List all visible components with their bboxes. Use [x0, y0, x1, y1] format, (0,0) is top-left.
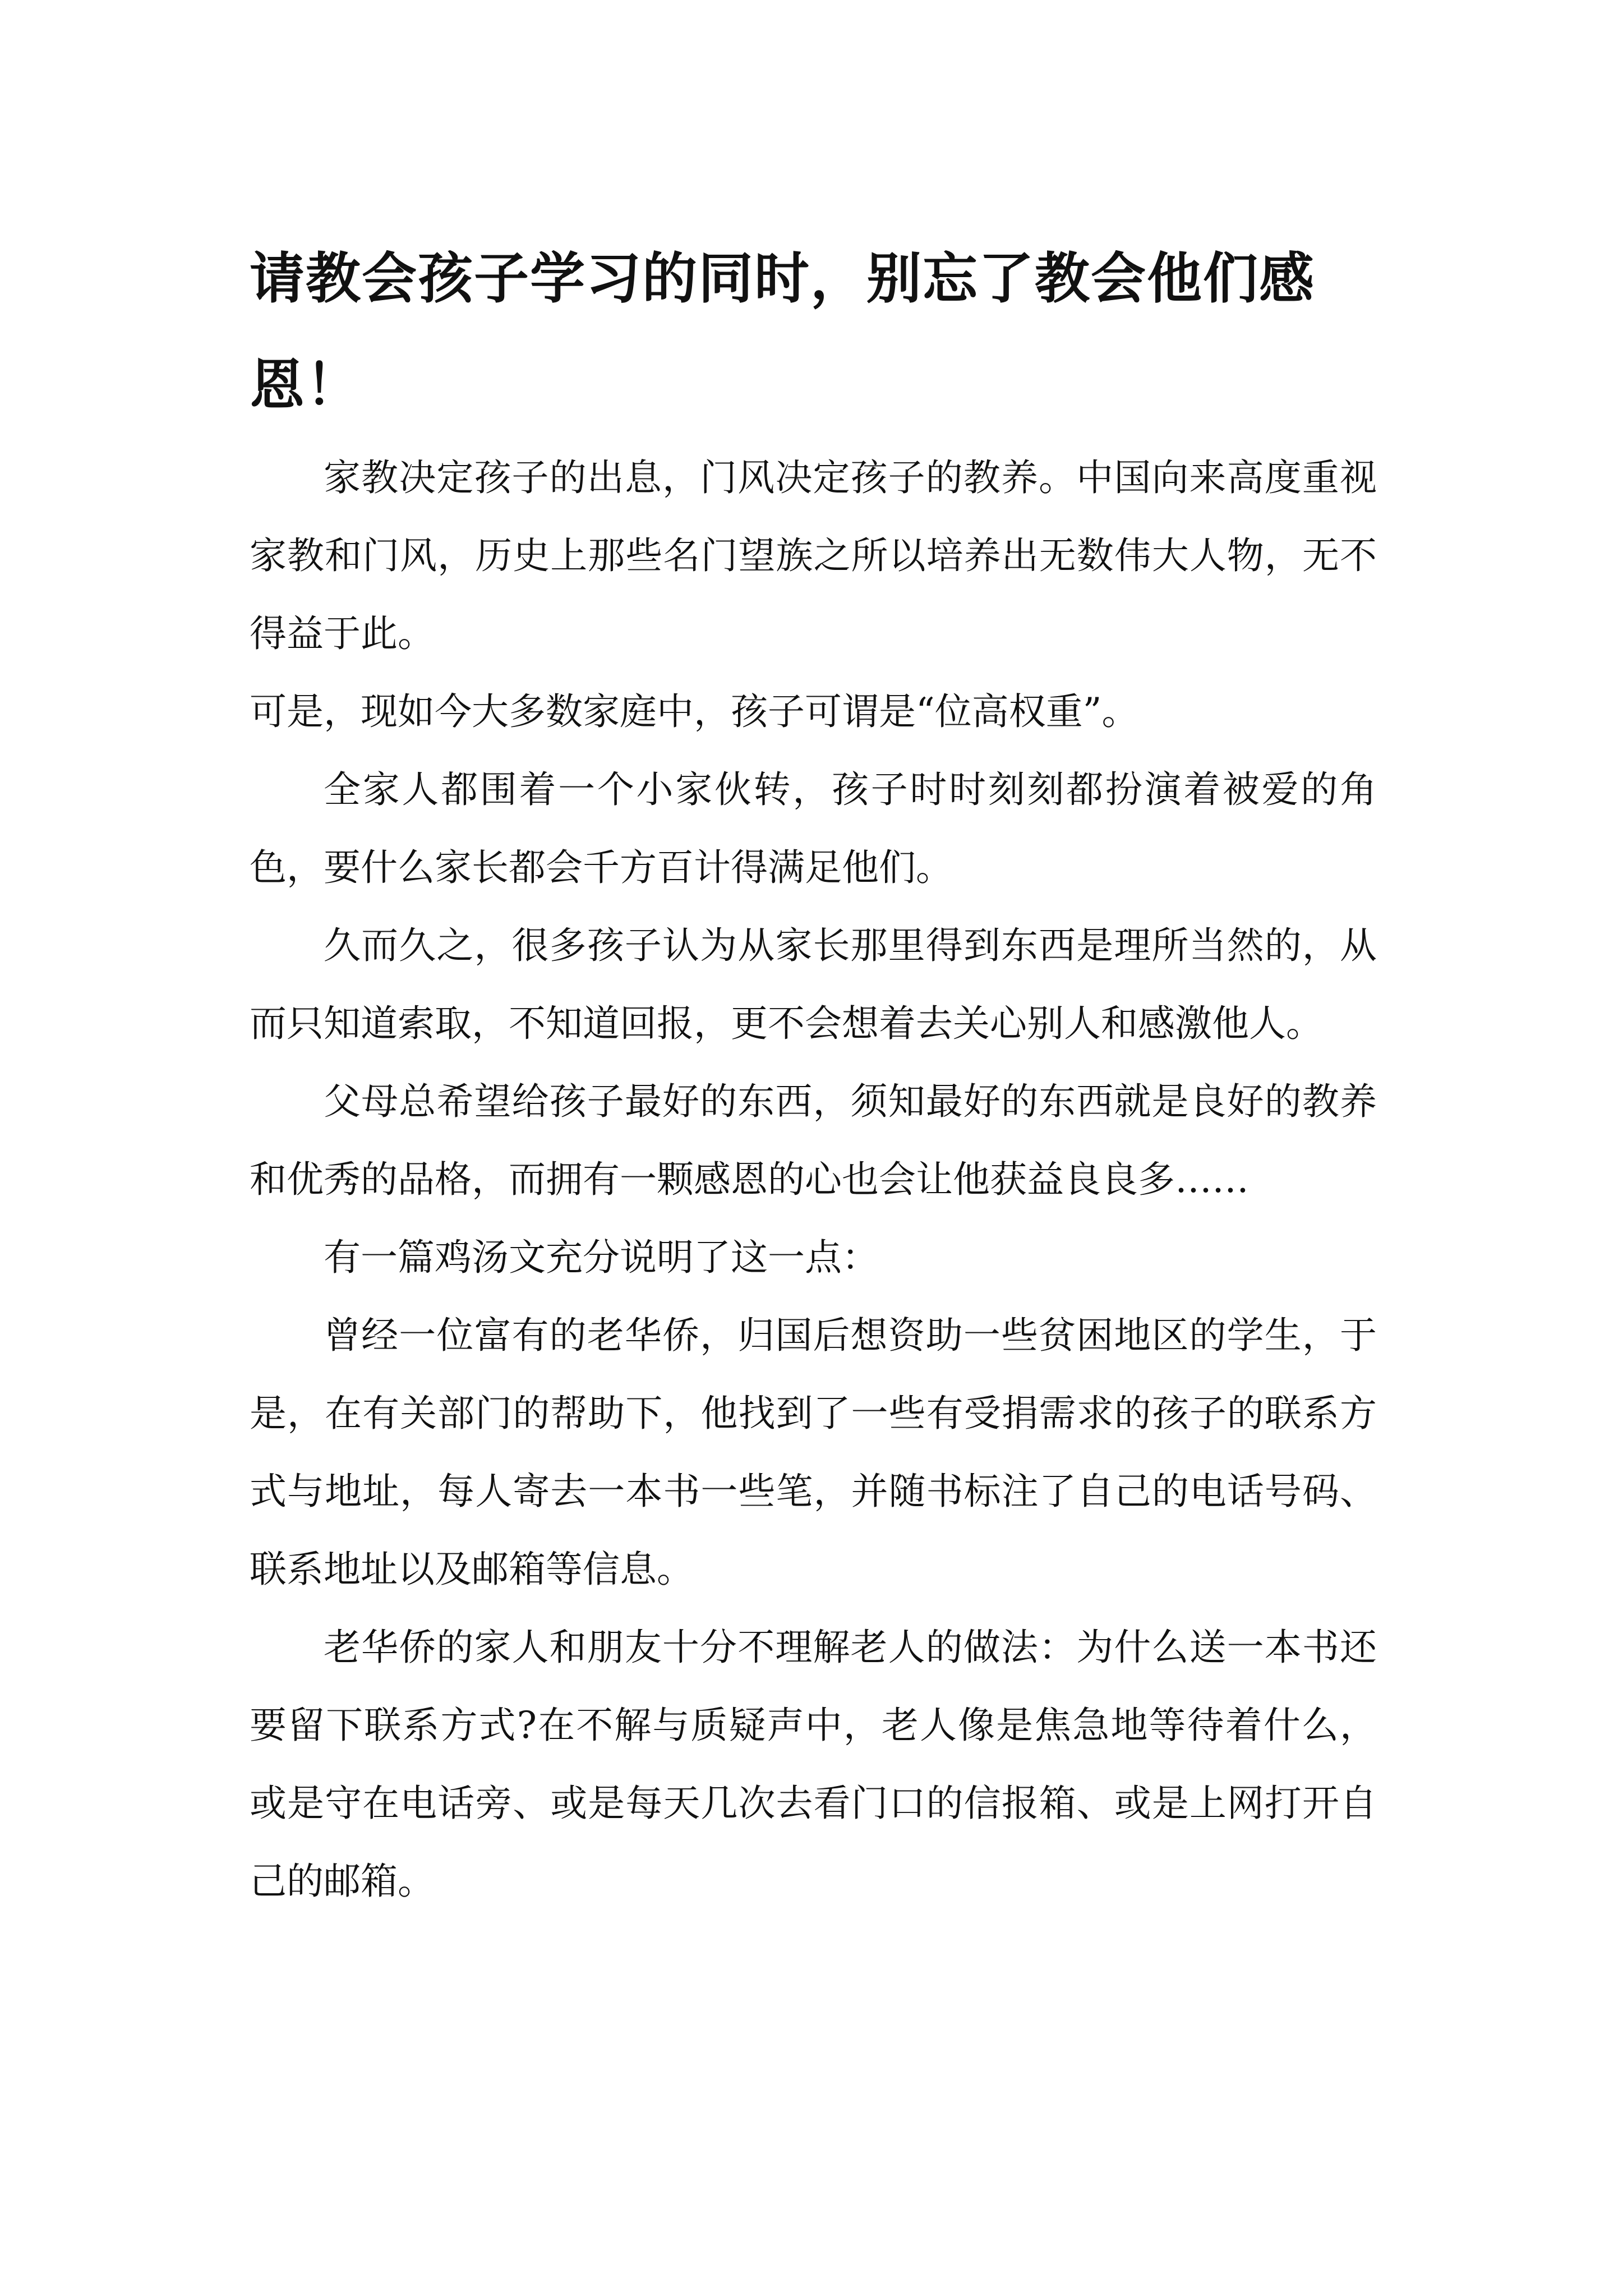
document-body	[250, 226, 1377, 1920]
paragraph-5: 父母总希望给孩子最好的东西，须知最好的东西就是良好的教养和优秀的品格，而拥有一颗感恩的心也会让他获益良良多……	[250, 1080, 1377, 1201]
paragraph-6: 有一篇鸡汤文充分说明了这一点：	[324, 1236, 879, 1279]
paragraph-4: 久而久之，很多孩子认为从家长那里得到东西是理所当然的，从而只知道索取，不知道回报，更不会想着去关心别人和感激他人。	[250, 924, 1377, 1045]
paragraph-1: 家教决定孩子的出息，门风决定孩子的教养。中国向来高度重视家教和门风，历史上那些名门望族之所以培养出无数伟大人物，无不得益于此。	[250, 456, 1377, 655]
paragraph-8: 老华侨的家人和朋友十分不理解老人的做法：为什么送一本书还要留下联系方式?在不解与质疑声中，老人像是焦急地等待着什么，或是守在电话旁、或是每天几次去看门口的信报箱、或是上网打开自己的邮箱。	[250, 1626, 1377, 1903]
paragraph-2: 可是，现如今大多数家庭中，孩子可谓是“位高权重”。	[250, 690, 1139, 733]
document-title: 请教会孩子学习的同时，别忘了教会他们感恩！	[250, 247, 1316, 417]
paragraph-3: 全家人都围着一个小家伙转，孩子时时刻刻都扮演着被爱的角色，要什么家长都会千方百计得满足他们。	[250, 768, 1377, 889]
paragraph-7: 曾经一位富有的老华侨，归国后想资助一些贫困地区的学生，于是，在有关部门的帮助下，他找到了一些有受捐需求的孩子的联系方式与地址，每人寄去一本书一些笔，并随书标注了自己的电话号码、联系地址以及邮箱等信息。	[250, 1314, 1377, 1591]
